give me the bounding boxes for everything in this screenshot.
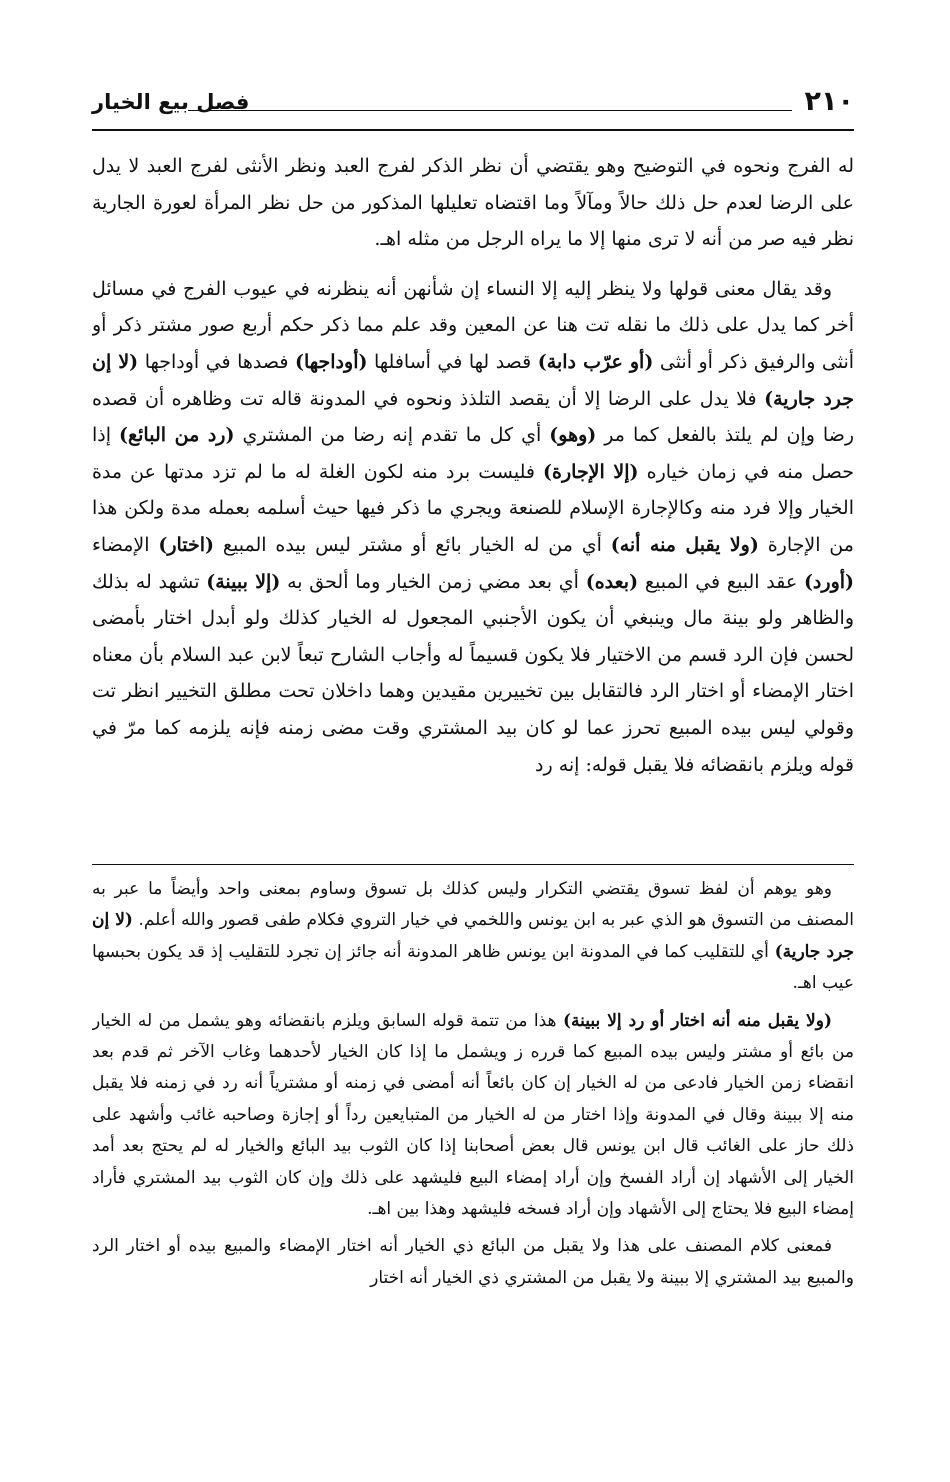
text-run: فليست برد منه لكون الغلة له ما لم تزد مدتها عن مدة الخيار وإلا فرد منه وكالإجارة الإسلام للصنعة ويجري ما ذكر فيها حيث أسلمه بعمله مدة ولكن هذا من الإجارة xyxy=(92,460,854,556)
main-text xyxy=(92,148,854,848)
bold-matn: (أوداجها) xyxy=(295,350,368,373)
text-run: أي من له الخيار بائع أو مشتر ليس بيده المبيع xyxy=(222,533,602,556)
bold-matn: (اختار) xyxy=(158,533,215,556)
text-run: هذا من تتمة قوله السابق ويلزم بانقضائه وهو يشمل من له الخيار من بائع أو مشتر وليس بيده المبيع كما قرره ز ويشمل ما إذا كان الخيار لأحدهما وغاب الآخر ثم قدم بعد انقضاء زمن الخيار فادعى من له الخيار إن كان بائعاً أنه أمضى في زمنه أو مشترياً أنه رد في زمنه فلا يقبل منه إلا ببينة وقال في المدونة وإذا اختار من له الخيار من المتبايعين رداً أو إجازة وصاحبه غائب وأشهد على ذلك حاز على الغائب قال ابن يونس قال بعض أصحابنا إذا كان الثوب بيد البائع والخيار له لم يحتج بعد أمد الخيار إلى الأشهاد إن أراد الفسخ وإن أراد إمضاء البيع فليشهد على ذلك وإن كان الثوب بيد المشتري فأراد إمضاء البيع فلا يحتاج إلى الأشهاد وإن أراد فسخه فليشهد وهذا بين اهـ. xyxy=(92,1010,854,1220)
text-run: فلا يدل على الرضا إلا أن يقصد التلذذ ونحوه في المدونة قاله تت وظاهره أن قصده رضا وإن لم يلتذ بالفعل كما مر xyxy=(92,387,854,447)
bold-matn: (أو عرّب دابة) xyxy=(537,350,654,373)
footnote-divider xyxy=(92,864,854,865)
bold-matn: (ولا يقبل منه أنه اختار أو رد إلا ببينة) xyxy=(562,1010,832,1031)
page-header xyxy=(92,86,854,126)
page-number: ٢١٠ xyxy=(804,86,854,117)
bold-matn: (لا إن جرد جارية) xyxy=(92,350,854,410)
bold-matn: (رد من البائع) xyxy=(119,424,235,447)
text-run: أي كل ما تقدم إنه رضا من المشتري xyxy=(242,424,542,447)
text-run: الإمضاء xyxy=(92,533,150,556)
footnote-paragraph-2 xyxy=(92,1006,854,1226)
bold-matn: (لا إن جرد جارية) xyxy=(92,910,854,962)
bold-matn: (بعده) xyxy=(585,570,639,593)
running-title: فصل بيع الخيار xyxy=(92,90,250,114)
bold-matn: (إلا ببينة) xyxy=(206,570,281,593)
footnote-paragraph-1 xyxy=(92,874,854,1000)
header-leader-line xyxy=(188,110,792,111)
main-paragraph-2 xyxy=(92,271,854,783)
text-run: وهو يوهم أن لفظ تسوق يقتضي التكرار وليس كذلك بل تسوق وساوم بمعنى واحد وأيضاً ما عبر به المصنف من التسوق هو الذي عبر به ابن يونس واللخمي في خيار التروي فكلام طفى قصور والله أعلم. xyxy=(92,879,854,931)
text-run: وقد يقال معنى قولها ولا ينظر إليه إلا النساء إن شأنهن أنه ينظرنه في عيوب الفرج في مسائل أخر كما يدل على ذلك ما نقله تت هنا عن المعين وقد علم مما ذكر حكم أربع صور مشتر ذكر أو أنثى والرفيق ذكر أو أنثى xyxy=(92,277,854,373)
header-divider xyxy=(92,129,854,131)
footnote-paragraph-3: فمعنى كلام المصنف على هذا ولا يقبل من البائع ذي الخيار أنه اختار الإمضاء والمبيع بيده أو اختار الرد والمبيع بيد المشتري إلا ببينة ولا يقبل من المشتري ذي الخيار أنه اختار xyxy=(92,1236,854,1288)
bold-matn: (إلا الإجارة) xyxy=(543,460,639,483)
text-run: قصد لها في أسافلها xyxy=(374,350,532,373)
text-run: عقد البيع في المبيع xyxy=(644,570,798,593)
text-run: تشهد له بذلك والظاهر ولو بينة مال وينبغي أن يكون الأجنبي المجعول له الخيار كذلك ولو أبدل اختار بأمضى لحسن فإن الرد قسم من الاختيار فلا يكون قسيماً له وأجاب الشارح تبعاً لابن عبد السلام بأن معناه اختار الإمضاء أو اختار الرد فالتقابل بين تخييرين مقيدين وهما داخلان تحت مطلق التخيير انظر تت وقولي ليس بيده المبيع تحرز عما لو كان بيد المشتري وقت مضى زمنه فإنه يلزمه كما مرّ في قوله ويلزم بانقضائه فلا يقبل قوله: إنه رد xyxy=(92,570,854,776)
bold-matn: (ولا يقبل منه أنه) xyxy=(610,533,759,556)
footnotes xyxy=(92,874,854,1374)
main-paragraph-1: له الفرج ونحوه في التوضيح وهو يقتضي أن نظر الذكر لفرج العبد ونظر الأنثى لفرج العبد لا يدل على الرضا لعدم حل ذلك حالاً ومآلاً وما اقتضاه تعليلها المذكور من حل نظر المرأة لعورة الجارية نظر فيه صر من أنه لا ترى منها إلا ما يراه الرجل من مثله اهـ. xyxy=(92,155,854,251)
bold-matn: (أورد) xyxy=(803,570,854,593)
text-run: إذا حصل منه في زمان خياره xyxy=(92,424,854,483)
text-run: فصدها في أوداجها xyxy=(144,350,289,373)
bold-matn: (وهو) xyxy=(549,424,597,447)
text-run: أي بعد مضي زمن الخيار وما ألحق به xyxy=(287,570,579,593)
text-run: أي للتقليب كما في المدونة ابن يونس ظاهر المدونة أنه جائز إن تجرد للتقليب إذ قد يكون بحبسها عيب اهـ. xyxy=(92,941,854,994)
